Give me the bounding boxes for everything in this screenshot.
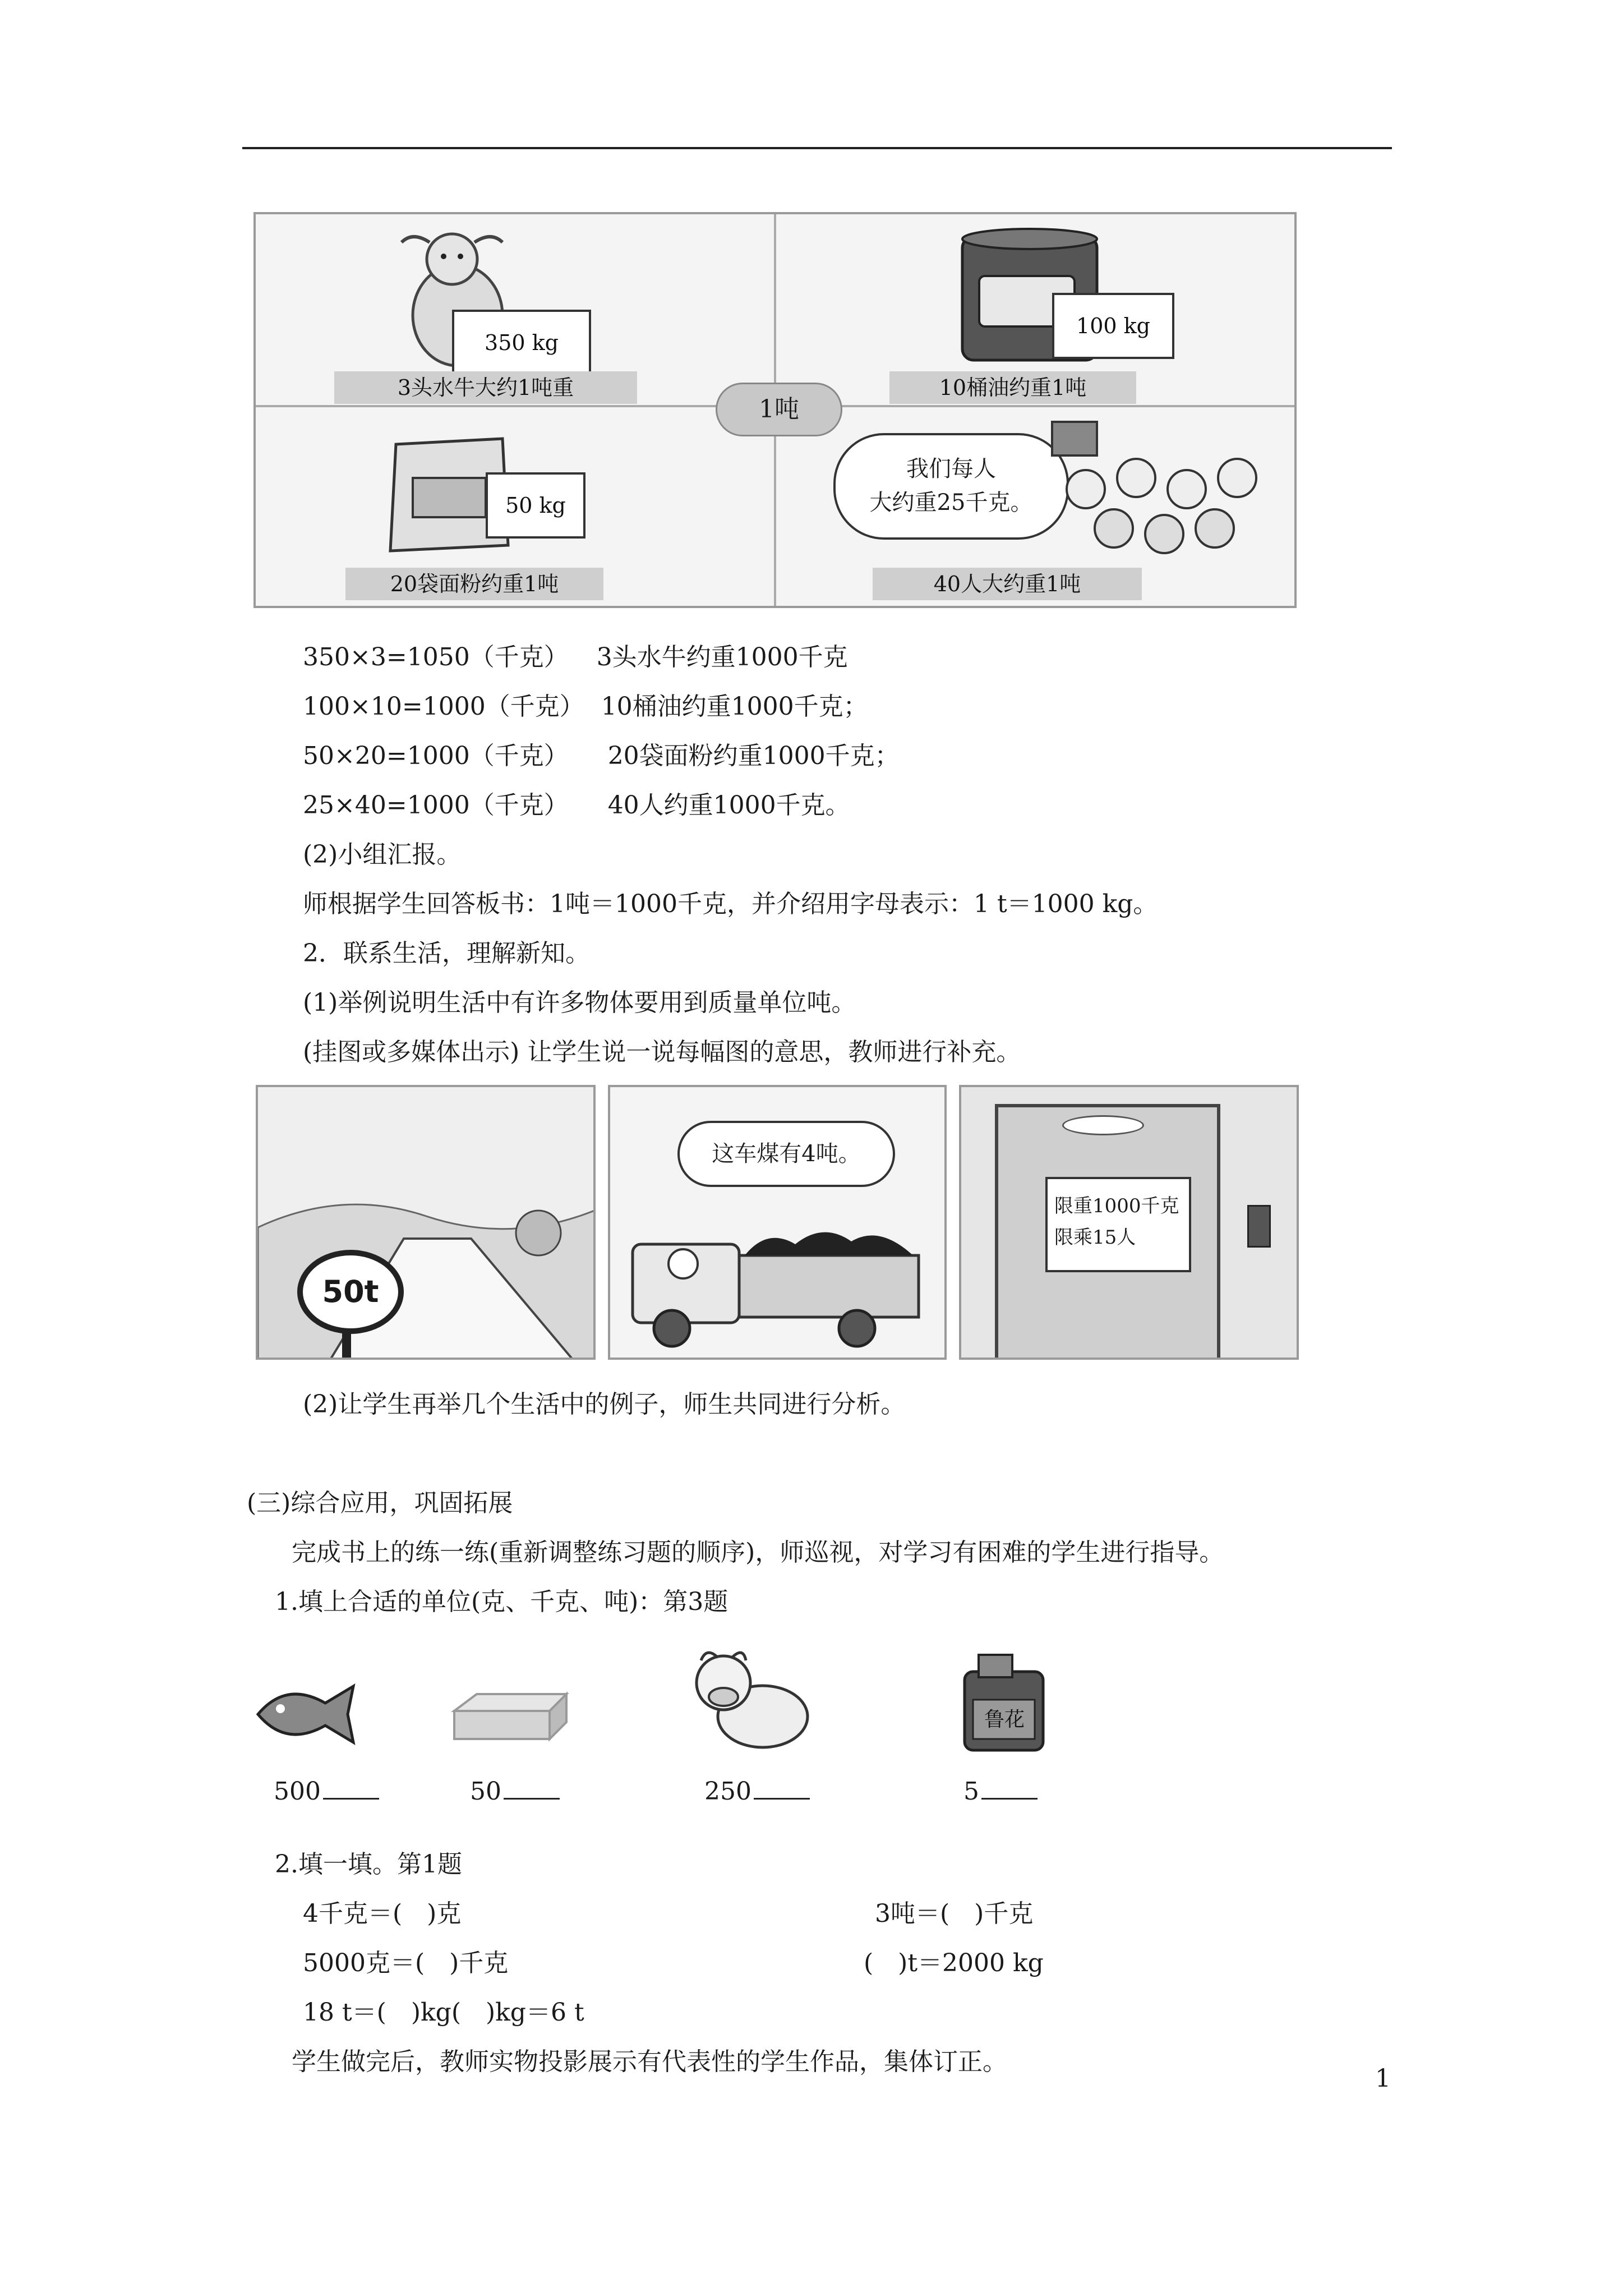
calc-desc-1: 3头水牛约重1000千克 <box>596 643 848 671</box>
brick-icon <box>443 1688 572 1745</box>
calc-eq-4: 25×40=1000（千克） <box>303 791 569 820</box>
board-summary: 师根据学生回答板书：1吨＝1000千克，并介绍用字母表示：1 t＝1000 kg。 <box>303 890 1158 918</box>
buffalo-caption: 3头水牛大约1吨重 <box>334 371 637 404</box>
oil-unit-blank[interactable] <box>981 1798 1038 1800</box>
complete-exercise-instruction: 完成书上的练一练(重新调整练习题的顺序)，师巡视，对学习有困难的学生进行指导。 <box>292 1538 1224 1567</box>
truck-speech-bubble: 这车煤有4吨。 <box>677 1121 895 1187</box>
oil-bottle-icon <box>948 1649 1060 1756</box>
cow-icon <box>690 1644 813 1756</box>
center-ton-label: 1吨 <box>716 383 842 436</box>
group-of-children-illustration <box>1041 416 1288 568</box>
buffalo-weight-sign: 350 kg <box>452 310 591 376</box>
brick-blank <box>470 1776 560 1807</box>
q2-row2-right: ( )t＝2000 kg <box>864 1949 1044 1977</box>
q2-row2-left: 5000克＝( )千克 <box>303 1949 509 1977</box>
road-sign-picture <box>256 1085 596 1360</box>
fish-blank <box>274 1776 379 1807</box>
q2-row1-left: 4千克＝( )克 <box>303 1899 462 1928</box>
elevator-call-button-panel <box>1247 1205 1271 1248</box>
figure-one-ton <box>253 212 1297 608</box>
question-one-title: 1.填上合适的单位(克、千克、吨)：第3题 <box>275 1588 728 1616</box>
coal-truck-illustration <box>621 1211 935 1356</box>
fish-value: 500 <box>274 1777 321 1806</box>
elevator-picture <box>959 1085 1299 1360</box>
elevator-notice-line-2: 限乘15人 <box>1054 1226 1136 1249</box>
calc-eq-3: 50×20=1000（千克） <box>303 742 569 770</box>
flour-weight-sign: 50 kg <box>486 472 585 539</box>
calc-line-3 <box>303 740 900 772</box>
calc-eq-2: 100×10=1000（千克） <box>303 692 584 721</box>
page-number: 1 <box>1375 2064 1391 2093</box>
show-instruction: (挂图或多媒体出示) 让学生说一说每幅图的意思，教师进行补充。 <box>303 1038 1021 1066</box>
oil-caption: 10桶油约重1吨 <box>889 371 1136 404</box>
elevator-notice <box>1045 1177 1191 1272</box>
flour-caption: 20袋面粉约重1吨 <box>345 568 603 600</box>
header-rule <box>242 147 1392 149</box>
ceiling-light <box>1062 1115 1144 1135</box>
oil-bottle-shape <box>948 1649 1060 1756</box>
example-instruction-2: (2)让学生再举几个生活中的例子，师生共同进行分析。 <box>303 1390 906 1419</box>
oil-blank <box>963 1776 1038 1807</box>
oil-value: 5 <box>963 1777 979 1806</box>
weight-limit-sign: 50t <box>297 1250 404 1334</box>
example-instruction-1: (1)举例说明生活中有许多物体要用到质量单位吨。 <box>303 988 856 1017</box>
sign-pole <box>342 1328 351 1360</box>
calc-line-4 <box>303 790 850 821</box>
connect-life-heading: 2．联系生活，理解新知。 <box>303 939 590 968</box>
after-exercise-note: 学生做完后，教师实物投影展示有代表性的学生作品，集体订正。 <box>292 2047 1007 2076</box>
cow-value: 250 <box>704 1777 751 1806</box>
calc-line-2 <box>303 691 868 723</box>
coal-truck-picture <box>608 1085 947 1360</box>
fish-icon <box>252 1675 359 1748</box>
brick-value: 50 <box>470 1777 501 1806</box>
calc-line-1 <box>303 642 848 673</box>
speech-bubble-people: 我们每人 大约重25千克。 <box>833 433 1069 540</box>
cow-unit-blank[interactable] <box>754 1798 810 1800</box>
q2-row1-right: 3吨＝( )千克 <box>875 1899 1034 1928</box>
fish-unit-blank[interactable] <box>323 1798 379 1800</box>
calc-desc-3: 20袋面粉约重1000千克； <box>607 742 900 770</box>
group-report: (2)小组汇报。 <box>303 840 462 869</box>
calc-desc-4: 40人约重1000千克。 <box>607 791 850 820</box>
brick-unit-blank[interactable] <box>504 1798 560 1800</box>
section-three-title: (三)综合应用，巩固拓展 <box>247 1489 513 1517</box>
elevator-notice-line-1: 限重1000千克 <box>1054 1195 1179 1217</box>
q2-row3: 18 t＝( )kg( )kg＝6 t <box>303 1998 584 2027</box>
question-two-title: 2.填一填。第1题 <box>275 1850 462 1879</box>
cow-blank <box>704 1776 810 1807</box>
oil-weight-sign: 100 kg <box>1052 293 1174 359</box>
people-caption: 40人大约重1吨 <box>873 568 1142 600</box>
calc-eq-1: 350×3=1050（千克） <box>303 643 569 671</box>
oil-bottle-label: 鲁花 <box>984 1708 1025 1731</box>
calc-desc-2: 10桶油约重1000千克； <box>601 692 868 721</box>
